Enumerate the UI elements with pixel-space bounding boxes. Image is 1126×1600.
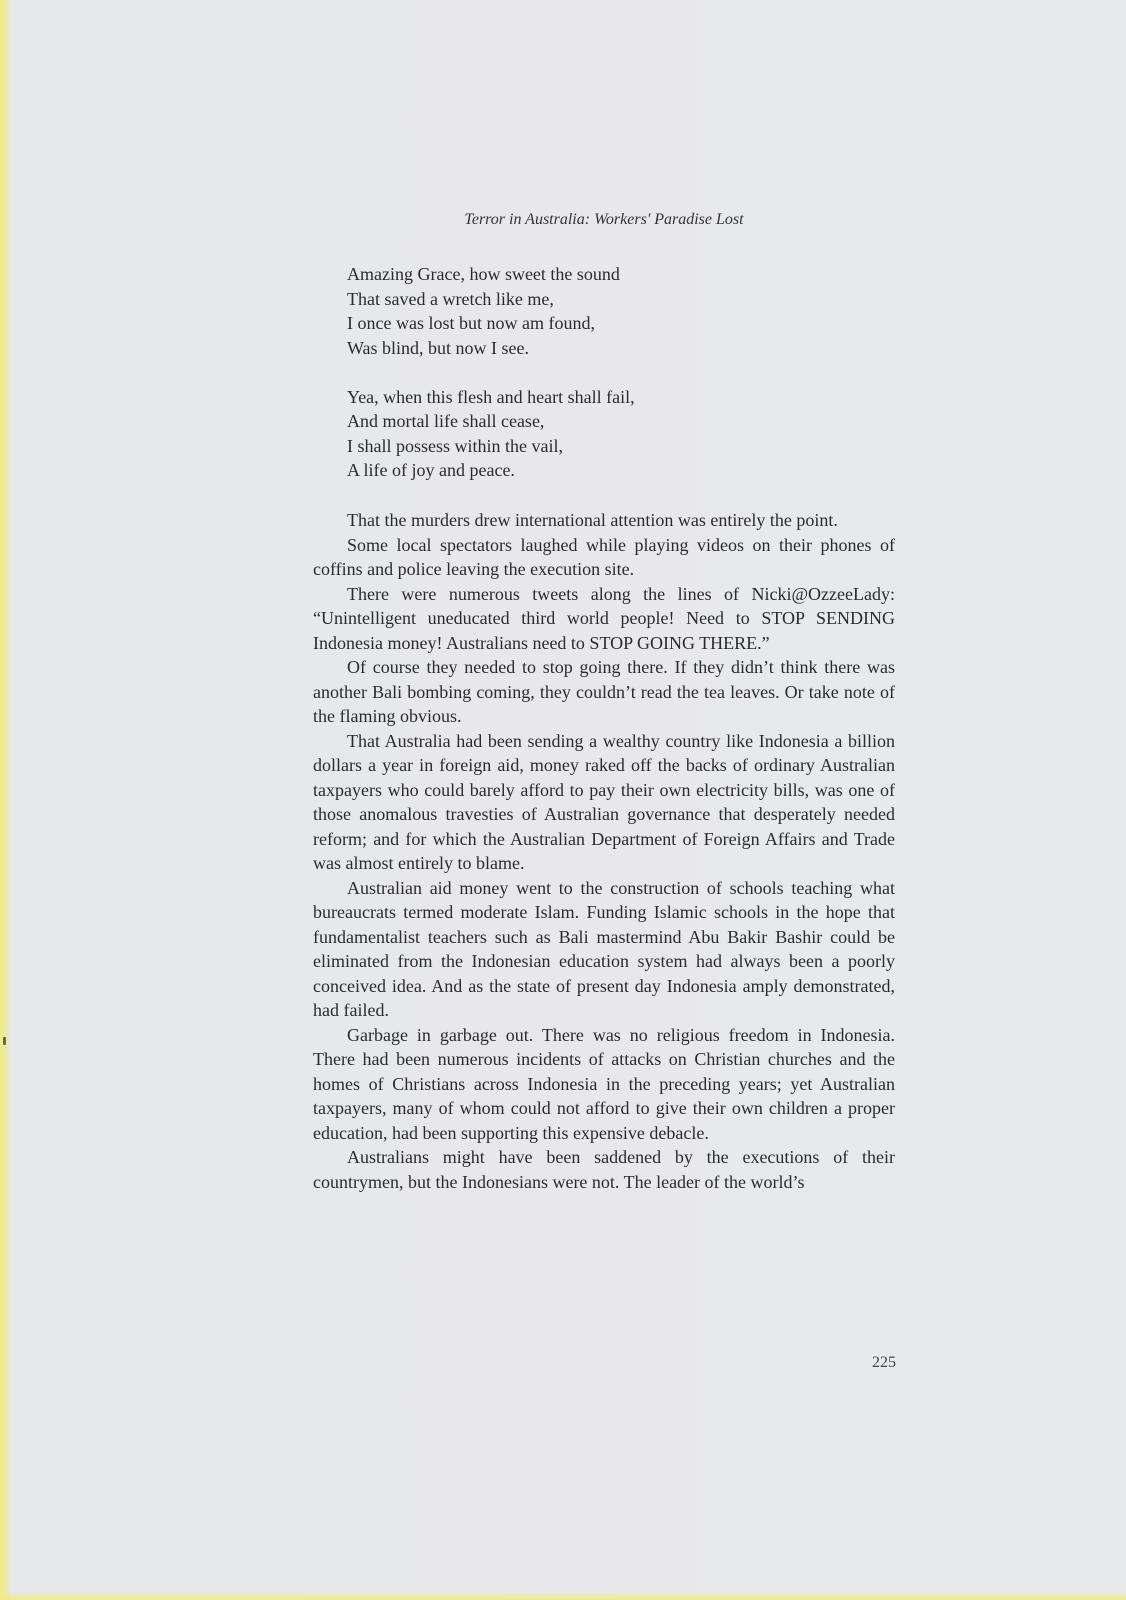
body-text — [313, 508, 895, 1194]
paragraph: Garbage in garbage out. There was no religious freedom in Indonesia. There had been numerous incidents of attacks on Christian churches and the homes of Christians across Indonesia in the preceding years; yet Australian taxpayers, many of whom could not afford to give their own children a proper education, had been supporting this expensive debacle. — [313, 1024, 895, 1143]
margin-mark — [3, 1037, 6, 1045]
paragraph: Some local spectators laughed while playing videos on their phones of coffins and police leaving the execution site. — [313, 534, 895, 579]
paragraph: Australians might have been saddened by the executions of their countrymen, but the Indonesians were not. The leader of the world’s — [313, 1147, 895, 1192]
poem-line: I shall possess within the vail, — [347, 435, 563, 456]
poem-line: Was blind, but now I see. — [347, 337, 530, 358]
paragraph: Of course they needed to stop going there. If they didn’t think there was another Bali bombing coming, they couldn’t read the tea leaves. Or take note of the flaming obvious. — [313, 657, 895, 726]
poem-block — [347, 262, 635, 507]
poem-stanza-1 — [347, 262, 635, 360]
paragraph: There were numerous tweets along the lines of Nicki@OzzeeLady: “Unintelligent uneducated third world people! Need to STOP SENDING Indonesia money! Australians need to STOP GOING THERE.” — [313, 583, 895, 653]
poem-stanza-2 — [347, 385, 635, 483]
poem-line: A life of joy and peace. — [347, 460, 515, 480]
poem-line: Amazing Grace, how sweet the sound — [347, 264, 620, 284]
page-number: 225 — [872, 1354, 896, 1371]
paragraph: That Australia had been sending a wealthy country like Indonesia a billion dollars a year in foreign aid, money raked off the backs of ordinary Australian taxpayers who could barely afford to pay their own electricity bills, was one of those anomalous travesties of Australian governance that desperately needed reform; and for which the Australian Department of Foreign Affairs and Trade was almost entirely to blame. — [313, 730, 895, 873]
poem-line: I once was lost but now am found, — [347, 313, 595, 333]
paragraph: Australian aid money went to the construction of schools teaching what bureaucrats termed moderate Islam. Funding Islamic schools in the hope that fundamentalist teachers such as Bali mastermind Abu Bakir Bashir could be eliminated from the Indonesian education system had always been a poorly conceived idea. And as the state of present day Indonesia amply demonstrated, had failed. — [313, 877, 895, 1020]
poem-line: Yea, when this flesh and heart shall fail, — [347, 386, 635, 407]
poem-line: That saved a wretch like me, — [347, 288, 554, 309]
paragraph: That the murders drew international attention was entirely the point. — [347, 510, 838, 530]
poem-line: And mortal life shall cease, — [347, 411, 545, 431]
running-head: Terror in Australia: Workers' Paradise Lost — [464, 211, 744, 228]
